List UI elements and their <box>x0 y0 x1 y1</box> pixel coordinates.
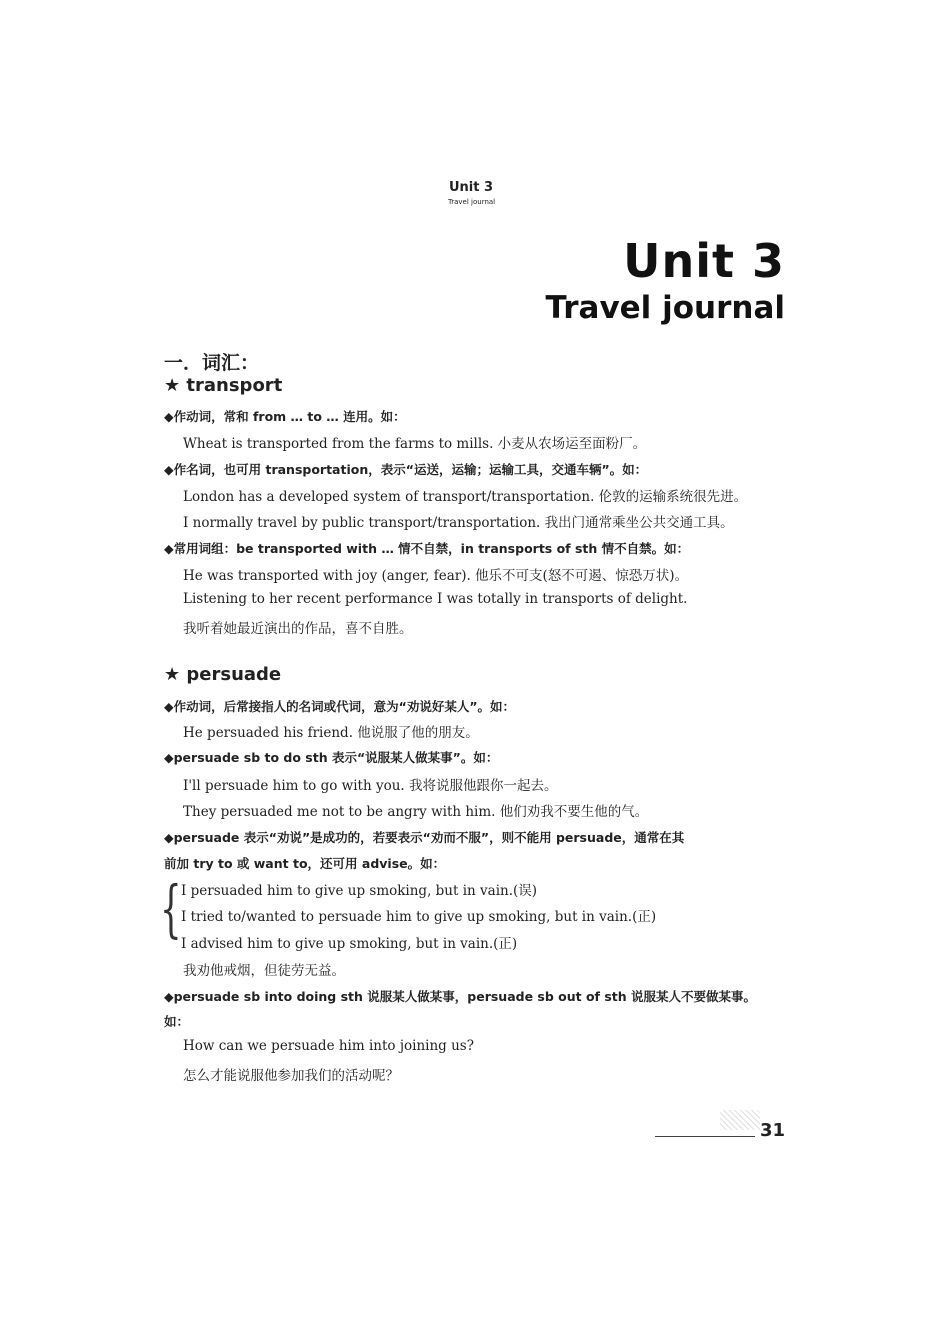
example-sentence: He was transported with joy (anger, fear). 他乐不可支(怒不可遏、惊恐万状)。 <box>183 568 689 584</box>
unit-title: Unit 3 <box>623 234 785 288</box>
example-sentence: I tried to/wanted to persuade him to give up smoking, but in vain.(正) <box>181 909 657 925</box>
usage-note: ◆persuade sb to do sth 表示“说服某人做某事”。如： <box>164 750 499 765</box>
usage-note: ◆作名词，也可用 transportation，表示“运送，运输；运输工具，交通车辆”。如： <box>164 462 648 477</box>
page-number: 31 <box>760 1120 786 1141</box>
usage-note: ◆作动词，常和 from … to … 连用。如： <box>164 409 406 424</box>
usage-note-continued: 前加 try to 或 want to，还可用 advise。如： <box>164 856 446 871</box>
footer-rule <box>655 1136 755 1137</box>
decorative-texture <box>720 1110 760 1130</box>
example-sentence: They persuaded me not to be angry with him. 他们劝我不要生他的气。 <box>183 804 649 820</box>
section-heading: 一．词汇： <box>164 352 260 374</box>
example-sentence: He persuaded his friend. 他说服了他的朋友。 <box>183 725 479 741</box>
brace-symbol: { <box>160 872 182 945</box>
example-translation: 我听着她最近演出的作品，喜不自胜。 <box>183 621 413 637</box>
usage-note: ◆persuade sb into doing sth 说服某人做某事，persuade sb out of sth 说服某人不要做某事。 <box>164 989 757 1004</box>
example-sentence: I'll persuade him to go with you. 我将说服他跟你一起去。 <box>183 778 558 794</box>
usage-note-continued: 如： <box>164 1014 190 1029</box>
example-sentence: Listening to her recent performance I was totally in transports of delight. <box>183 591 688 607</box>
example-sentence: How can we persuade him into joining us? <box>183 1038 474 1054</box>
unit-subtitle: Travel journal <box>545 290 785 326</box>
example-translation: 怎么才能说服他参加我们的活动呢？ <box>183 1068 399 1084</box>
running-header-subtitle: Travel journal <box>448 198 496 206</box>
example-sentence: I persuaded him to give up smoking, but in vain.(误) <box>181 883 538 899</box>
example-sentence: London has a developed system of transport/transportation. 伦敦的运输系统很先进。 <box>183 489 748 505</box>
usage-note: ◆作动词，后常接指人的名词或代词，意为“劝说好某人”。如： <box>164 699 516 714</box>
usage-note: ◆persuade 表示“劝说”是成功的，若要表示“劝而不服”，则不能用 persuade，通常在其 <box>164 830 685 845</box>
example-sentence: Wheat is transported from the farms to mills. 小麦从农场运至面粉厂。 <box>183 436 647 452</box>
example-translation: 我劝他戒烟，但徒劳无益。 <box>183 963 345 979</box>
usage-note: ◆常用词组：be transported with … 情不自禁，in transports of sth 情不自禁。如： <box>164 541 690 556</box>
example-sentence: I advised him to give up smoking, but in vain.(正) <box>181 936 518 952</box>
example-sentence: I normally travel by public transport/transportation. 我出门通常乘坐公共交通工具。 <box>183 515 734 531</box>
word-heading-persuade: ★ persuade <box>164 664 282 685</box>
word-heading-transport: ★ transport <box>164 375 283 396</box>
running-header-title: Unit 3 <box>449 180 494 195</box>
